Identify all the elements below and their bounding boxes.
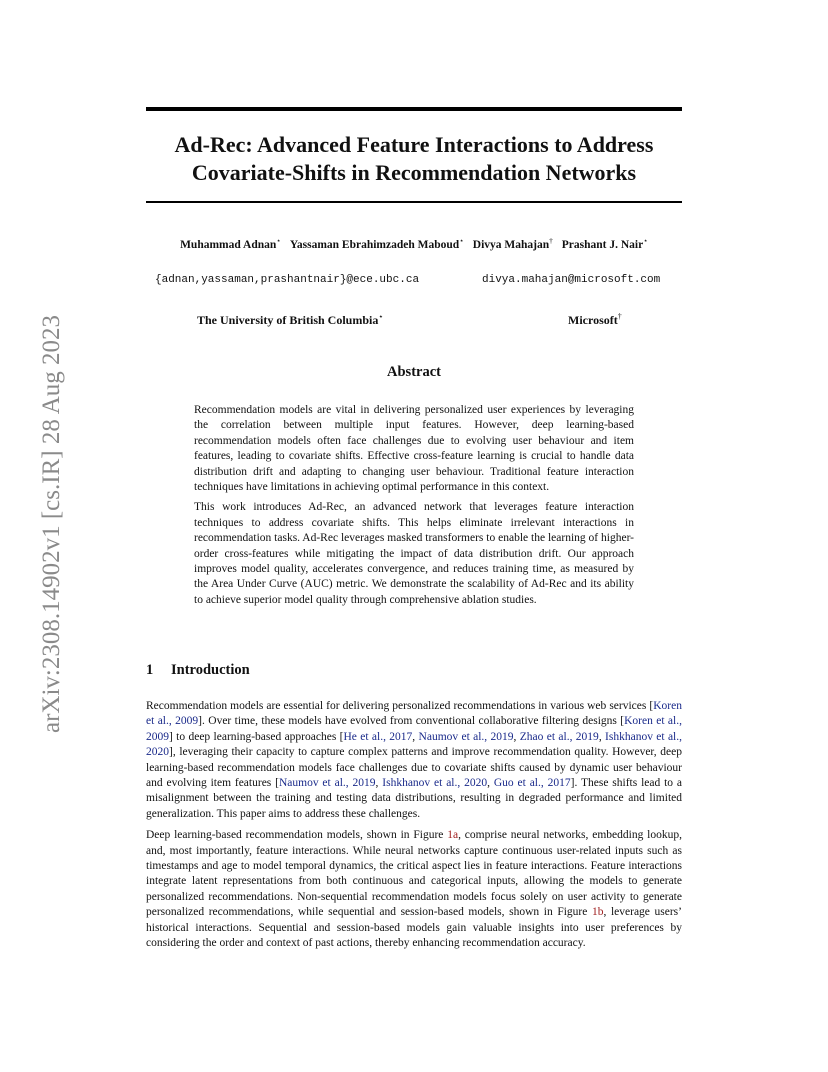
text-run: , leverage users’ historical interactions. Sequential and session-based models gain valuable insights into user preferences by considering the order and context of past actions, thereby enhancing recommendation accuracy.	[146, 906, 682, 950]
citation-link[interactable]: Koren et al., 2009	[146, 700, 682, 728]
text-run: ]. These shifts lead to a misalignment between the training and testing data distributions, resulting in degraded performance and limited generalization. This paper aims to address these challenges.	[146, 777, 683, 820]
author-mark: †	[549, 236, 553, 245]
text-run: Deep learning-based recommendation models, shown in Figure	[146, 829, 448, 842]
paper-title	[146, 131, 682, 187]
author-name: Yassaman Ebrahimzadeh Maboud	[289, 238, 460, 251]
affiliation-name: The University of British Columbia	[197, 313, 379, 327]
citation-link[interactable]: Naumov et al., 2019	[278, 777, 376, 790]
citation-link[interactable]: Guo et al., 2017	[493, 777, 571, 790]
author-name: Prashant J. Nair	[561, 238, 644, 251]
title-line-1: Ad-Rec: Advanced Feature Interactions to Address	[174, 132, 654, 157]
title-bottom-rule	[146, 201, 682, 203]
author-mark: ⋆	[459, 236, 464, 245]
citation-link[interactable]: He et al., 2017	[343, 730, 413, 743]
title-top-rule	[146, 107, 682, 111]
author-4	[561, 236, 648, 251]
abstract-paragraph-2: This work introduces Ad-Rec, an advanced network that leverages feature interaction techniques to address covariate shifts. This helps eliminate irrelevant interactions in recommendation tasks. Ad-Rec leverages masked transformers to enable the learning of higher-order cross-features while mitigating the impact of data distribution drift. Our approach improves model quality, accelerates convergence, and reduces training time, as measured by the Area Under Curve (AUC) metric. We demonstrate the scalability of Ad-Rec and its ability to achieve superior model quality through comprehensive ablation studies.	[194, 501, 634, 606]
section-heading-introduction	[146, 662, 250, 679]
email-ubc: {adnan,yassaman,prashantnair}@ece.ubc.ca	[155, 274, 420, 286]
text-run: Recommendation models are essential for delivering personalized recommendations in various web services [	[146, 700, 654, 712]
text-run: ,	[412, 730, 419, 743]
author-mark: ⋆	[643, 236, 648, 245]
intro-paragraph-2	[146, 828, 682, 951]
author-name: Muhammad Adnan	[180, 238, 277, 251]
introduction-body	[146, 699, 682, 958]
figure-reference-link[interactable]: 1a	[447, 829, 459, 842]
citation-link[interactable]: Naumov et al., 2019	[418, 730, 514, 743]
affiliation-ubc	[197, 312, 383, 328]
author-mark: ⋆	[276, 236, 281, 245]
intro-paragraph-1	[146, 699, 682, 822]
text-run: ,	[598, 730, 606, 743]
text-run: , comprise neural networks, embedding lookup, and, most importantly, feature interactions. While neural networks capture continuous user-related inputs such as timestamps and age to model temporal dynamics, the critical aspect lies in feature interactions. Feature interactions integrate latent representations from both continuous and categorical inputs, allowing the models to generate personalized recommendations. Non-sequential recommendation models focus solely on user activity to generate personalized recommendations, while sequential and session-based models, shown in Figure	[146, 829, 682, 919]
author-3	[472, 236, 553, 251]
text-run: ,	[487, 777, 494, 790]
arxiv-identifier: arXiv:2308.14902v1 [cs.IR] 28 Aug 2023	[38, 314, 65, 734]
author-2	[289, 236, 464, 251]
affiliation-mark: ⋆	[378, 312, 384, 321]
abstract-paragraph-1: Recommendation models are vital in delivering personalized user experiences by leveraging the correlation between multiple input features. However, deep learning-based recommendation models often face challenges due to evolving user behaviour and item features, leading to covariate shifts. Effective cross-feature learning is crucial to handle data distribution drift and adapting to changing user behaviour. Traditional feature interaction techniques have limitations in achieving optimal performance in this context.	[194, 404, 634, 494]
citation-link[interactable]: Koren et al., 2009	[146, 715, 682, 743]
affiliation-name: Microsoft	[568, 313, 618, 327]
title-line-2: Covariate-Shifts in Recommendation Networks	[191, 160, 637, 185]
affiliation-microsoft	[568, 312, 622, 328]
abstract-heading: Abstract	[387, 364, 441, 380]
author-1	[180, 236, 281, 251]
citation-link[interactable]: Ishkhanov et al., 2020	[146, 730, 683, 759]
author-name: Divya Mahajan	[472, 238, 550, 251]
affiliation-mark: †	[617, 312, 622, 321]
text-run: ]. Over time, these models have evolved from conventional collaborative filtering designs [	[198, 715, 625, 728]
text-run: ], leveraging their capacity to capture complex patterns and improve recommendation quality. However, deep learning-based recommendation models face challenges due to covariate shifts caused by dynamic user behaviour and evolving item features [	[146, 746, 682, 790]
citation-link[interactable]: Zhao et al., 2019	[519, 730, 599, 743]
text-run: ,	[513, 730, 520, 743]
abstract-body	[194, 403, 634, 613]
citation-link[interactable]: Ishkhanov et al., 2020	[382, 777, 488, 790]
section-number: 1	[146, 662, 154, 678]
figure-reference-link[interactable]: 1b	[591, 906, 604, 919]
email-microsoft: divya.mahajan@microsoft.com	[482, 274, 661, 286]
author-list	[0, 236, 828, 251]
text-run: ,	[375, 777, 383, 790]
section-title: Introduction	[171, 662, 250, 678]
text-run: ] to deep learning-based approaches [	[169, 730, 344, 743]
